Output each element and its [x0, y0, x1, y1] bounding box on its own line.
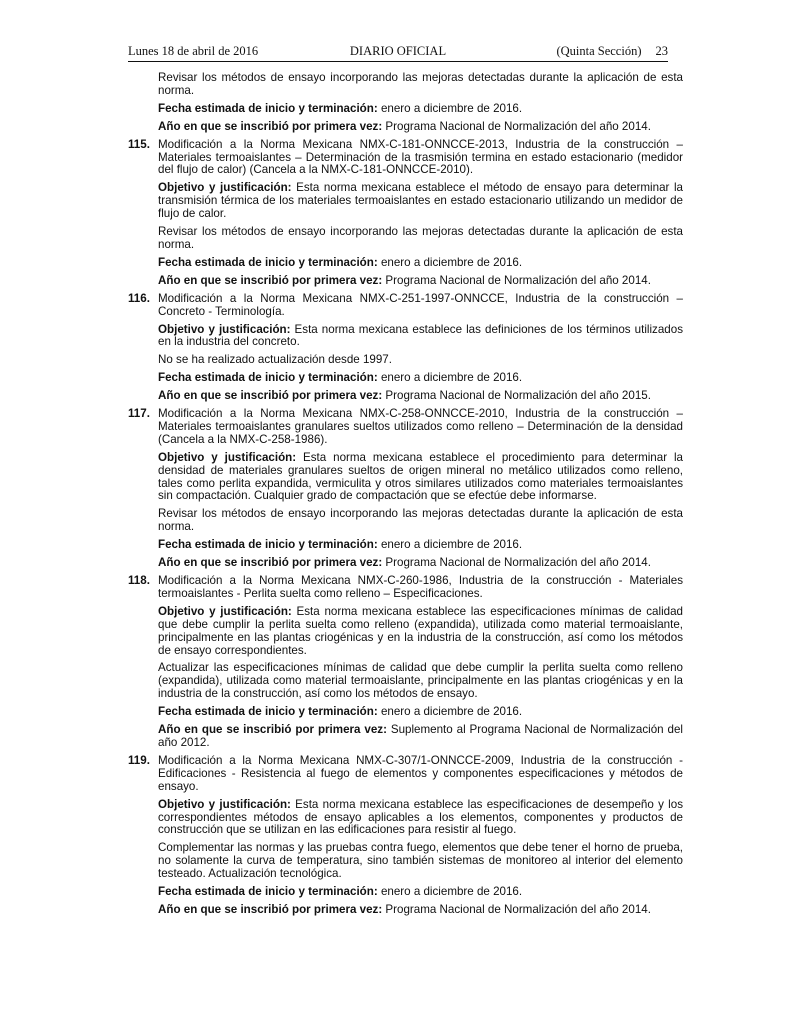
intro-block — [128, 72, 683, 134]
paragraph: Revisar los métodos de ensayo incorporando las mejoras detectadas durante la aplicación de esta norma. — [158, 225, 683, 251]
paragraph: Año en que se inscribió por primera vez: Programa Nacional de Normalización del año 2014. — [158, 556, 651, 570]
item-title: Modificación a la Norma Mexicana NMX-C-251-1997-ONNCCE, Industria de la construcción – Concreto - Terminología. — [158, 291, 683, 318]
paragraph: Objetivo y justificación: Esta norma mexicana establece las especificaciones mínimas de calidad que debe cumplir la perlita suelta como relleno (expandida), utilizada como material termoaislante, principalmente en las plantas criogénicas y en la industria de la construcción, así como los métodos de ensayo correspondientes. — [158, 604, 683, 657]
paragraph: Fecha estimada de inicio y terminación: enero a diciembre de 2016. — [158, 371, 523, 385]
item-title: Modificación a la Norma Mexicana NMX-C-260-1986, Industria de la construcción - Materiales termoaislantes - Perlita suelta como relleno – Especificaciones. — [158, 574, 683, 600]
paragraph: Año en que se inscribió por primera vez: Programa Nacional de Normalización del año 2015. — [158, 389, 651, 403]
paragraph: Complementar las normas y las pruebas contra fuego, elementos que debe tener el horno de prueba, no solamente la curva de temperatura, sino también sistemas de monitoreo al interior del elemento testeado. Actualización tecnológica. — [158, 841, 683, 881]
paragraph: Fecha estimada de inicio y terminación: enero a diciembre de 2016. — [158, 538, 523, 552]
paragraph: Revisar los métodos de ensayo incorporando las mejoras detectadas durante la aplicación de esta norma. — [158, 507, 683, 534]
list-item — [128, 408, 683, 570]
header-date: Lunes 18 de abril de 2016 — [128, 44, 259, 58]
paragraph: No se ha realizado actualización desde 1997. — [158, 353, 392, 367]
paragraph: Revisar los métodos de ensayo incorporando las mejoras detectadas durante la aplicación de esta norma. — [158, 71, 683, 97]
page-header — [128, 44, 668, 59]
list-item — [128, 293, 683, 403]
item-number: 119. — [128, 753, 150, 767]
paragraph: Objetivo y justificación: Esta norma mexicana establece las especificaciones de desempeño y los correspondientes métodos de ensayo aplicables a los elementos, componentes y productos de construcción que se utilizan en las edificaciones para resistir al fuego. — [158, 797, 684, 837]
header-page-number: 23 — [655, 44, 668, 58]
paragraph: Actualizar las especificaciones mínimas de calidad que debe cumplir la perlita suelta como relleno (expandida), utilizada como material termoaislante, principalmente en las plantas criogénicas y en la industria de la construcción, así como los métodos de ensayo. — [158, 661, 683, 701]
header-section: (Quinta Sección) — [556, 44, 642, 58]
document-body — [128, 72, 683, 922]
paragraph: Año en que se inscribió por primera vez: Programa Nacional de Normalización del año 2014. — [158, 119, 651, 133]
paragraph: Año en que se inscribió por primera vez: Programa Nacional de Normalización del año 2014. — [158, 273, 651, 287]
paragraph: Objetivo y justificación: Esta norma mexicana establece el procedimiento para determinar la densidad de materiales granulares sueltos de origen mineral no metálico utilizados como relleno, tales como perlita expandida, vermiculita y otros similares utilizados como materiales termoaislantes sin compactación. Cualquier grado de compactación que se efectúe debe informarse. — [158, 450, 683, 503]
paragraph: Fecha estimada de inicio y terminación: enero a diciembre de 2016. — [158, 255, 523, 269]
paragraph: Objetivo y justificación: Esta norma mexicana establece el método de ensayo para determinar la transmisión térmica de los materiales termoaislantes en estado estacionario utilizando un medidor de flujo de calor. — [158, 181, 683, 221]
item-number: 118. — [128, 574, 150, 587]
header-rule — [128, 61, 668, 62]
paragraph: Fecha estimada de inicio y terminación: enero a diciembre de 2016. — [158, 705, 523, 719]
header-publication: DIARIO OFICIAL — [349, 44, 447, 58]
paragraph: Objetivo y justificación: Esta norma mexicana establece las definiciones de los términos utilizados en la industria del concreto. — [158, 322, 683, 349]
list-item — [128, 755, 683, 917]
paragraph: Año en que se inscribió por primera vez: Programa Nacional de Normalización del año 2014. — [158, 902, 651, 916]
item-number: 117. — [128, 407, 150, 421]
paragraph: Año en que se inscribió por primera vez: Suplemento al Programa Nacional de Normalización del año 2012. — [158, 723, 683, 749]
item-title: Modificación a la Norma Mexicana NMX-C-258-ONNCCE-2010, Industria de la construcción – Materiales termoaislantes granulares sueltos utilizados como relleno – Determinación de la densidad (Cancela a la NMX-C-258-1986). — [158, 407, 683, 446]
list-item — [128, 139, 683, 288]
item-number: 115. — [128, 137, 150, 151]
paragraph: Fecha estimada de inicio y terminación: enero a diciembre de 2016. — [158, 101, 523, 115]
list-item — [128, 575, 683, 750]
item-title: Modificación a la Norma Mexicana NMX-C-307/1-ONNCCE-2009, Industria de la construcción - Edificaciones - Resistencia al fuego de elementos y componentes especificaciones y métodos de ensayo. — [158, 753, 683, 793]
paragraph: Fecha estimada de inicio y terminación: enero a diciembre de 2016. — [158, 885, 523, 899]
item-title: Modificación a la Norma Mexicana NMX-C-181-ONNCCE-2013, Industria de la construcción – Materiales termoaislantes – Determinación de la trasmisión termina en estado estacionario (medidor del flujo de calor) (Cancela a la NMX-C-181-ONNCCE-2010). — [158, 137, 683, 177]
item-number: 116. — [128, 291, 150, 305]
